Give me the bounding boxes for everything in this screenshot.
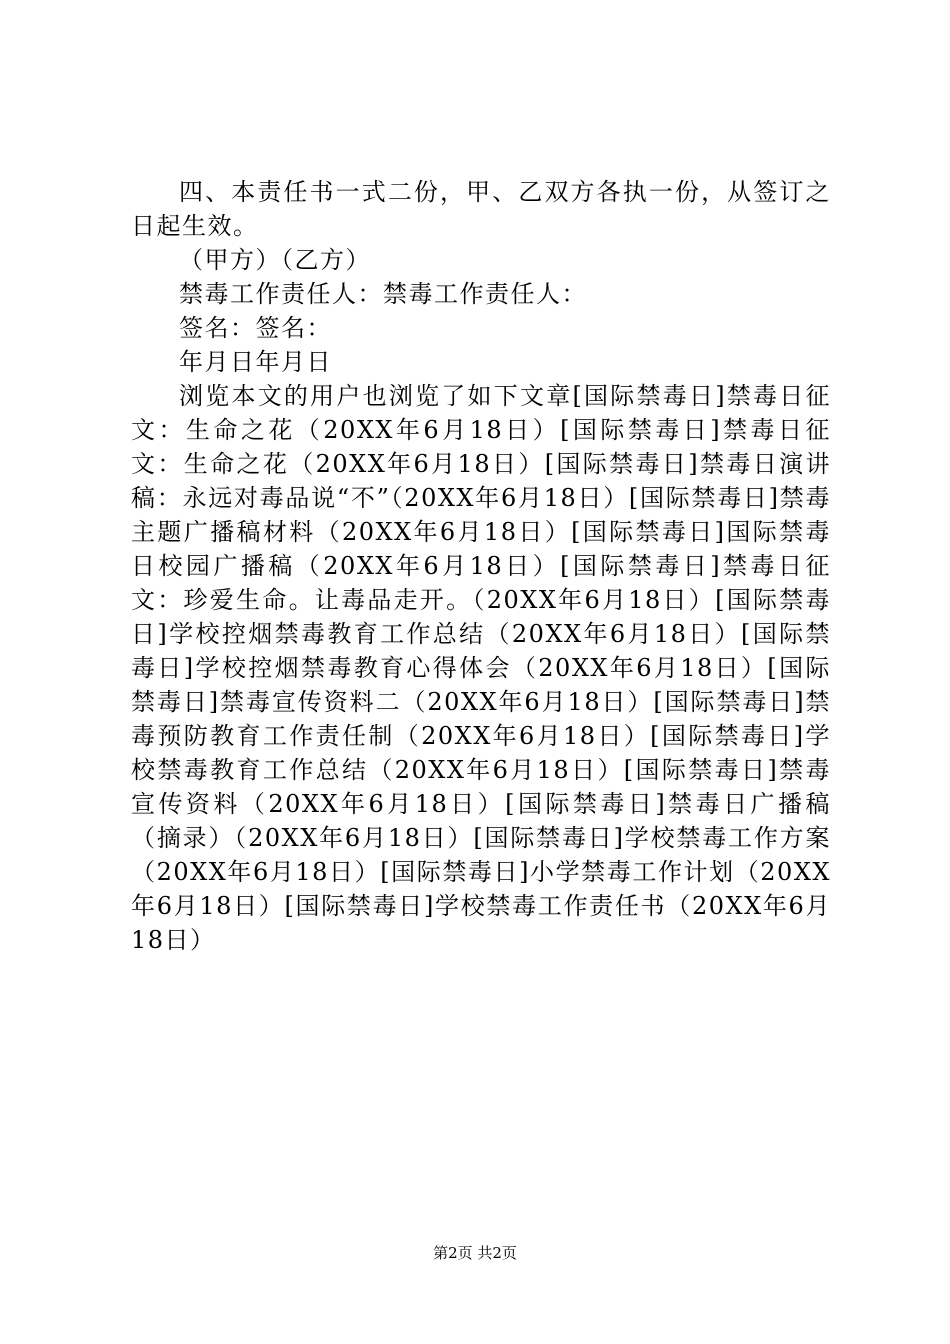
party-labels: （甲方）（乙方） <box>179 246 371 274</box>
clause-paragraph: 四、本责任书一式二份，甲、乙双方各执一份，从签订之日起生效。 <box>131 178 831 240</box>
related-articles-paragraph: 浏览本文的用户也浏览了如下文章[国际禁毒日]禁毒日征文：生命之花（20XX年6月18日）[国际禁毒日]禁毒日征文：生命之花（20XX年6月18日）[国际禁毒日]禁毒日演讲稿：永远对毒品说“不”（20XX年6月18日）[国际禁毒日]禁毒主题广播稿材料（20XX年6月18日）[国际禁毒日]国际禁毒日校园广播稿（20XX年6月18日）[国际禁毒日]禁毒日征文：珍爱生命。让毒品走开。（20XX年6月18日）[国际禁毒日]学校控烟禁毒教育工作总结（20XX年6月18日）[国际禁毒日]学校控烟禁毒教育心得体会（20XX年6月18日）[国际禁毒日]禁毒宣传资料二（20XX年6月18日）[国际禁毒日]禁毒预防教育工作责任制（20XX年6月18日）[国际禁毒日]学校禁毒教育工作总结（20XX年6月18日）[国际禁毒日]禁毒宣传资料（20XX年6月18日）[国际禁毒日]禁毒日广播稿（摘录）（20XX年6月18日）[国际禁毒日]学校禁毒工作方案（20XX年6月18日）[国际禁毒日]小学禁毒工作计划（20XX年6月18日）[国际禁毒日]学校禁毒工作责任书（20XX年6月18日） <box>131 382 831 954</box>
responsible-person-line: 禁毒工作责任人：禁毒工作责任人： <box>179 280 587 308</box>
date-line: 年月日年月日 <box>179 348 332 376</box>
page-number-footer: 第2页 共2页 <box>433 1244 517 1262</box>
document-body <box>131 175 831 957</box>
signature-line: 签名：签名： <box>179 314 332 342</box>
